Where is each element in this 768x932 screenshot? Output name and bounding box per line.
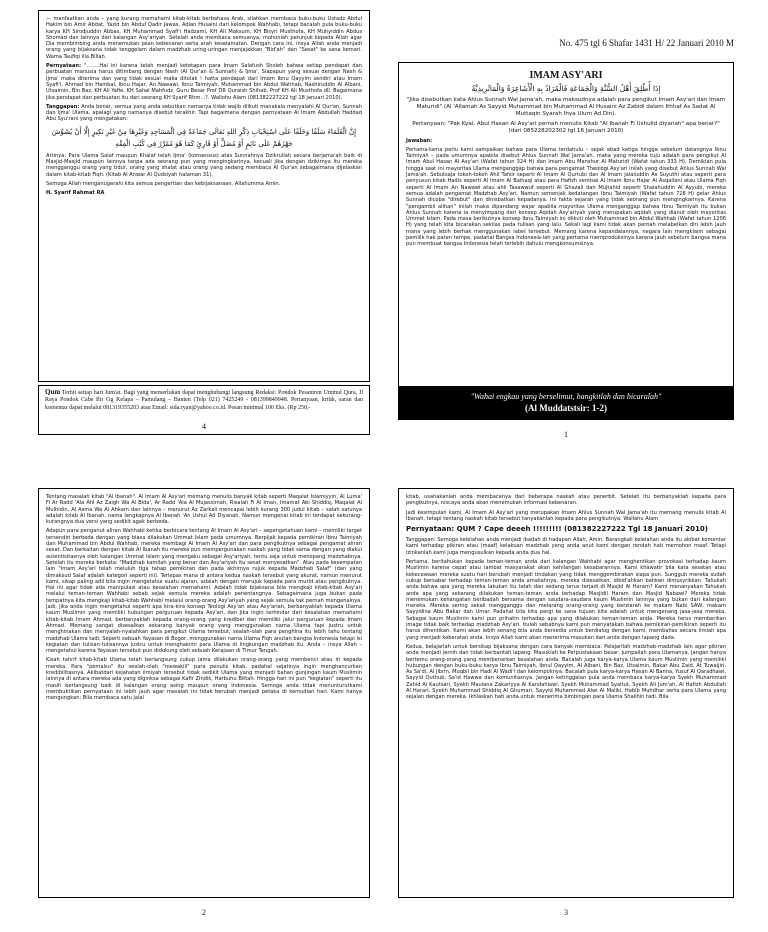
opening-quote: "Jika disebutkan kata Ahlus Sunnah Wal Jama'ah, maka maksudnya adalah para pengikut Imam Asy'ari dan Imam Maturidi" (Al 'Allamah As Sayyid Muhammad bin Muhammad Al Husaini Az Zabidi dalam Ithhaf As Sadat Al Muttaqin Syarah Ihya Ulum Ad Din). (406, 97, 726, 117)
response-paragraph: Tanggapan: Semoga kelelahan anda menjadi ibadah di hadapan Allah, Amin. Barangkali kelelahan anda itu akibat komentar kami terhadap pikiran atau (maaf) kelakuan madzhab yang anda anut kami dengan rendah hati memohon maaf. Tetapi izinkanlah kami juga mengusulkan kepada anda dua hal. (406, 537, 726, 556)
statement-heading: Pernyataan: QUM ? Cape deeeh !!!!!!!!! (081382227222 Tgl 18 Januari 2010) (406, 525, 708, 534)
issue-header: No. 475 tgl 6 Shafar 1431 H/ 22 Januari 2010 M (559, 38, 734, 48)
banner-reference: (Al Muddatstsir: 1-2) (525, 403, 607, 413)
response-text: Anda benar, semua yang anda sebutkan namanya tidak wajib diikuti manakala menyalahi Al Qur'an, Sunnah dan Ijma' Ulama, apalagi yang namanya disebut terakhir. Tapi bagaimana dengan pernyataan Al Imam Abdullah Haddad Abu Syu'rani yang mengatakan: (46, 103, 362, 123)
conclusion-paragraph: Jadi kesimpulan kami, Al Imam Al Asy'ari yang merupakan Imam Ahlus Sunnah Wal Jama'ah itu memang menulis kitab Al Ibanah, tetapi tentang naskah kitab tersebut tanyakanlah kepada para pengikutnya. Wallahu Alam (406, 509, 726, 522)
first-suggestion: Pertama, beritahukan kepada teman-teman anda dari kalangan Wahhabi agar menghentikan provokasi terhadap kaum Muslimin karena cepat atau lambat masyarakat akan kehilangan kesabarannya. Kami khawatir bila kata sesatan atau kekecewaan mereka suatu hari berubah menjadi tindakan yang tidak menggembirakan siapa pun. Sungguh mereka sudah cukup bersabar terhadap teman-teman anda amaliahnya, mereka disesatkan, dibid'ahkan bahkan dimusyrikkan. Tahukah anda bahwa apa yang mereka lakukan itu telah dan sedang terus terjadi di Masjid Al Haram? Kami menanyakan Tahukah anda apa yang sekarang dilakukan teman-teman anda terhadap Masjidil Haram dan Masjid Nabawi? Mereka tidak menemukan kehangatan beribadah bersama dengan saudara-saudara kaum Muslimin lainnya yang bukan dari kalangan mereka. Mereka sering sekali mengganggu dan melarang orang-orang yang berziarah ke makam Nabi SAW, makam Sayyidina Abu Bakar dan Umar. Padahal bila kita pergi ke sana tujuan kita adalah untuk mengenang jasa-jasa mereka. Sebagai kaum Muslimin kami pun prihatin terhadap apa yang dilakukan teman-teman anda. Mereka terus memberikan image tidak baik terhadap madzhab Asy'ari. Itulah sebabnya kami pun menyatakan bahwa pemikiran-pemikiran seperti itu harus dihentikan. Kami akan lebih senang bila anda bersedia untuk berdialog dengan kami, membahas secara ilmiah apa yang menjadi keberatan anda. Insya Allah kami akan menerima masukan dari anda dengan lapang dada. (406, 559, 726, 641)
quote-banner (398, 386, 734, 420)
ibanah-paragraph: Tentang masalah kitab "Al Ibanah". Al Imam Al Asy'ari memang menulis banyak kitab seperti Maqalat Islamiyyin, Al Luma' Fi Ar Radd 'Ala Ahl Az Zaigh Wa Al Bida', Ar Radd 'Ala Al Mujassimah, Risalah Fi Al Iman, Imamat Abi Shiddiq, Maqalat Al Mulhidin, Al Asma Wa Al Ahkam dan lainnya – menurut Az Zarkali mencapai lebih kurang 300 judul kitab – salah satunya adalah kitab Al Ibanah, nama lengkapnya Al Ibanah 'An Ushul Ad Diyanah. Namun mengenai kitab ini terdapat sekurang-kurangnya dua versi yang sedikit agak berbeda. (46, 494, 362, 526)
closing-prayer: Semoga Allah menganugerahi kita semua pengertian dan kebijaksanaan. Allahumma Amin. (46, 180, 281, 187)
page-1-body (398, 62, 734, 388)
banner-quote: "Wahai engkau yang berselimut, bangkitlah dan bicaralah" (470, 392, 662, 401)
intro-paragraph: — manfaatkan anda – yang kurang memahami kitab-kitab berbahasa Arab, silahkan membaca buku-buku Ustadz Abdul Hakim bin Amir Abdat, Yazid bin Abdul Qadir Jawas, Adian Husaini dari kelompok Wahhabi, tetapi bacalah pula buku-buku karya KH Sirodjuddin Abbas, KH Muhammad Syafi'i Hadzami, KH Ali Maksum, KH Bisyri Musthofa, KH Muhyiddin Abdus Shomad dan lainnya dari kalangan Asy'ariyah. Setelah anda membaca semuanya, mohonlah petunjuk kepada Allah agar Dia membimbing anda menemukan jalan kebenaran serta arah keselamatan. Dengan cara ini, insya Allah anda menjadi orang yang bijaksana tidak tenggelam dalam madzhab uring-uringan menjajakkan "Bid'ah" dan "Sesat" ke sana kemari. Wama Taufiqi illa Billah. (46, 16, 362, 60)
page-3-body (398, 488, 734, 898)
response-paragraph (46, 104, 362, 123)
translation-paragraph: Artinya: Para Ulama Salaf maupun Khalaf telah Ijma' (konsensus) atas Sunnahnya Dzikrullah secara berjama'ah baik di Masjid-Masjid maupun lainnya tanpa ada seorang pun yang mengingkarinya, kecuali jika dengan dzikirnya itu mereka mengganggu orang yang tidur, orang yang shalat atau orang yang sedang membaca Al Qur'an sebagaimana dijelaskan dalam kitab-kitab Fiqh. (Kitab Al Anwar Al Qudsiyah halaman 31). (46, 152, 362, 178)
page-2 (38, 488, 370, 932)
page-1 (398, 10, 734, 450)
page-number: 1 (564, 430, 568, 439)
arabic-quote: إِنَّ الْعُلَمَاءَ سَلَفًا وَخَلَفًا عَلَى اسْتِحْبَابِ ذِكْرِ اللهِ تَعَالَى جَمَاعَةً فِي الْمَسَاجِدِ وَغَيْرِهَا مِنْ غَيْرِ نَكِيرٍ إِلَّا أَنْ يُشَوِّشَ جَهْرُهُمْ عَلَى نَائِمٍ أَوْ مُصَلٍّ أَوْ قَارِئٍ كَمَا هُوَ مُقَرَّرٌ فِي كُتُبِ الْفِقْهِ (51, 127, 357, 148)
response-label: Tanggapan: (46, 103, 80, 110)
arabic-heading: إِذَا أُطْلِقَ أَهْلُ السُّنَّةِ وَالْجَمَاعَةِ فَالْمُرَادُ بِهِ الْأَشَاعِرَةُ وَالْمَاتُرِيدِيَّةُ (471, 84, 661, 93)
answer-text: Pertama-tama perlu kami sampaikan bahwa para Ulama terdahulu – sejak abad ketiga hingga sebelum datangnya Ibnu Taimiyah – pada umumnya apabila disebut Ahlus Sunnah Wal Jama'ah, maka yang mereka tuju adalah para pengikut Al Imam Abul Hasan Al Asy'ari (Wafat tahun 324 H) dan Imam Abu Manshur Al Maturidi (Wafat tahun 333 H). Demikian pula hingga saat ini mayoritas Ulama menganggap bahwa para pengamat Theologi Asy'ari inilah yang disebut Ahlus Sunnah Wal Jama'ah. Sebutsaja tokoh-tokoh Ahli Tafsir seperti Al Imam Al Qurtubi dan Al Imam Jalaluddin As Suyuthi atau seperti para penyusun kitab Hadis seperti Al Imam Al Baihaqi atau para Hafizh semisal Al Imam Ibnu Hajar Al Asqallani atau Ulama Fiqh seperti Al Imam An Nawawi atau ahli Tasawwuf seperti Al Ghazali dan Mujtahid seperti Shalahuddin Al Ayyubi, mereka semua adalah pengamat Madzhab Asy'ari. Namun semenjak kedatangan Ibnu Taimiyah (Wafat tahun 728 H) gelar Ahlus Sunnah dicoba "direbut" dan dinisbatkan kepadanya. Ini fakta sejarah yang tidak seorang pun mengingkarinya. Karena "pengambil alihan" inilah maka dipandang wajar apabila mayoritas Ulama menganggap bahwa Ibnu Taimiyah itu bukan Ahlus Sunnah karena ia menyimpang dari konsep Aqidah Asy'ariyah yang merupakan aqidah yang dianut oleh mayoritas Ummat Islam. Pada masa berikutnya konsep Ibnu Taimiyah ini diikuti oleh Muhammad bin Abdul Wahhab (Wafat tahun 1206 H) yang telah kita bicarakan sekilas pada tulisan yang lalu. Sekali lagi kami tidak akan pernah melabelkan diri lebih jauh mana yang lebih berhak menggunakan label tersebut. Memang karena kepandaiannya, negara lain mengklaim sebagai pemilik hak paten tempe, padahal Bangsa Indonesia-lah yang pertama memproduksinya karena jauh sebelum bangsa mana pun membuat bangsa Indonesia telah terlebih dahulu mengkonsumsinya. (406, 146, 726, 248)
wahhabi-paragraph: Adapun para penganut aliran Wahhabi ketika berbicara tentang Al Imam Al Asy'ari – sepengetahuan kami – memiliki target tersendiri berbeda dengan yang biasa dilakukan Ummat Islam pada umumnya. Berpijak kepada pemikiran Ibnu Taimiyah dan Muhammad bin Abdul Wahhab, mereka membagi Al Imam Al Asy'ari dan para pengikutnya sebagai pengamat aliran sesat. Dan berkaitan dengan kitab Al Ibanah itu mereka pun mempergunakan naskah yang tidak sama dengan yang diakui autentisitasnya oleh kalangan Ummat Islam yang mengaku sebagai Asy'ariyah, tentu saja untuk menopang madzhabnya. Setelah itu mereka berkata: "Madzhab kamilah yang benar dan Asy'ariyah itu sesat menyesatkan". Atau pada kesempatan lain "Imam Asy'ari telah meluluh tiga tahap pemikiran dan pada akhirnya rujuk kepada Madzhab Salaf" (dan yang dimaksud Salaf adalah kategori seperti ini). Terlepas mana di antara kedua naskah tersebut yang akurat, namun menurut kami, sikap paling adil bila ingin mengetahui suatu ajaran, adalah dengan merujuk kepada para murid atau pengikutnya. Hal ini agar tidak ada manipulasi atau kesalahan memahami. Adalah tidak bijaksana bila mengkaji kitab-kitab Asy'ari melalui teman-teman Wahhabi sebab sejak semula mereka adalah penentangnya. Sebagaimana juga bukan pada tempatnya kita mengkaji kitab-kitab Wahhabi melalui orang-orang Asy'ariyah yang sejak semula tak pernah mengenalnya. Jadi, jika anda ingin mengetahui seperti apa kira-kira konsep Teologi Asy'ari atau Asy'ariah, berbanyaklah kepada Ulama kaum Muslimin yang memiliki hubungan perguruan kepada Asy'ari, dan jika ingin terhindar dari kesalahan memahami kitab-kitab Imam Ahmad, berbanyaklah kepada orang-orang yang kredibel dan memiliki jalur perguruan kepada Imam Ahmad. Memang sangat disesalkan sekarang banyak orang yang menggunakan nama Ulama tapi justru untuk menghinakan dan menyalah-nyalahkan para pengikut Ulama tersebut, sealah-olah para penghina itu lebih tahu tentang madzhab Ulama tadi. Seperti sebuah Yayasan di Bogor, menggunakan nama Ulama Fiqh anutan bangsa Indonesia tetapi isi kegiatan dan tulisan-tulisannya justru untuk menghakimi para Ulama di lingkungan madzhab itu. Anda – insya Allah – mengetahui karena Yayasan tersebut pun didukung oleh sebuah Kerajaan di Timur Tengah. (46, 528, 362, 655)
page-4-body (38, 10, 370, 382)
reader-question: Pertanyaan: "Pak Kyai, Abul Hasan Al Asy'ari pernah menulis Kitab "Al Ibanah Fi Ushulid diyanah" apa benar?" (dari 085228202302 tgl 16 Januari 2010) (412, 120, 720, 134)
author-signature: H. Syarif Rahmat RA (46, 190, 105, 197)
footer-text: Terbit setiap hari Jum'at. Bagi yang memerlukan dapat menghubungi langsung Redaksi: Pondok Pesantren Ummul Qura, Jl Raya Pondok Cabe Ilir Gg Kelapa – Pamulang – Banten (Telp 021) 7425249 - 081399849948. Pertanyaan, kritik, saran dan komentar dapat melalui 081319355203 atau Email: sida.ryan@yahoo.co.id. Pesan minimal 100 Eks. (Rp 250,- (45, 390, 363, 411)
page-number: 3 (564, 908, 568, 917)
statement-paragraph (46, 63, 362, 101)
second-suggestion: Kedua, belajarlah untuk bersikap bijaksana dengan cara banyak membaca. Pelajarilah madzhab-madzhab lain agar pikiran anda menjadi jernih dan tidak berbantah lapang. Masuklah ke Perpustakaan besar, jumpailah para Ulamanya. Jangan hanya bertemu orang-orang yang membenarkan kesalahan anda. Bacalah juga karya-karya Ulama kaum Muslimin yang memiliki hubungan dengan buku-buku karya Ibnu Taimiyah, Ibnul Qayyim, Al Albani, Bin Baz, Utsaimin, Bakar Abu Zaid, At Tuwaijiri, As Sa'di, Al Jibrin, Muqbil bin Hadi Al Wadi'i dan kelompoknya. Bacalah pula karya-karya Hasan Al Banna, Yusuf Al Qaradhawi, Sayyid Quthub, Sa'id Hawwa dan komunitasnya. Jangan ketinggalan pula anda membaca karya-karya Syekh Muhammad Zahid Al Kautsari, Syekh Maulana Zakariyya Al Kandahlawi, Syekh Muhammad Syaltut, Syekh Ali Jum'ah, Al Hafizh Abdullah Al Harari, Syekh Muhammad Shiddiq Al Ghumari, Sayyid Muhammad Alwi Al Maliki, Habib Muhdhar serta para Ulama yang sejalan dengan mereka. Ikhlaskan hati anda untuk menerima bimbingan para Ulama Shalihin tadi. Bila (406, 643, 726, 701)
article-title: IMAM ASY'ARI (529, 70, 603, 81)
page-number: 4 (202, 422, 206, 431)
footer-logo-word: Qum (45, 388, 61, 396)
statement-text: "........Hal ini karena telah menjadi ketetapan para Imam Salafush Sholeh bahwa setiap pendapat dan perbuatan manusia harus ditimbang dengan Nash (Al Qur'an & Sunnah) & Ijma'. Siapapun yang sesuai dengan Nash & Ijma' maka diterima dan yang tidak sesuai maka ditolak ! hatta pendapat dari Imam Ibnu Qayyim sendiri atau Imam Syafi'i, Ahmad bin Hambal, Ibnu Hajar, An Nawawi, Ibnu Taimiyah, Muhammad bin Abdul Wahhab, Nashiruddin Al Albani, Utsaimin, Bin Baz, KH Ali Yafie, KH Sahal Mahfudz, Guru Besar Prof DR Quraish Shihab, Prof KH Ali Musthofa dll. Bagaimana jika pendapat dan perbuatan itu dari seorang KH Syarif Rhm...?. Wallohu Alam (081382227222 tgl 18 januari 2010). (46, 63, 362, 101)
tahrif-paragraph: Kisah tahrif kitab-kitab Ulama telah berlangsung cukup lama dilakukan orang-orang yang membenci atau iri kepada mereka. Para "pemalsu" itu seolah-olah "mewakili" para penulis kitab, padahal sejatinya ingin menghancurkan kredibilitasnya. Akibatdari kejahatan ilmiyah tersebut tidak sedikit Ulama yang menjadi bahan gunjingan kaum Muslimin lainnya di antara mereka ada yang diginksa sebagai Kafir Zindik, Harbuhu Bittah. Hingga hari ini pun "kegiatan" seperti itu masih berlangsung baik di kalangan orang asing maupun orang Indonesia. Semoga anda tidak menunturutkami membuktikan pernyataan ini lebih jauh agar masalah ini tidak berubah menjadi petaka di kemudian hari. Kami hanya mengungkan: Bila membaca satu jalal (46, 657, 362, 702)
page-2-body (38, 488, 370, 898)
page-3 (398, 488, 734, 932)
page-4 (38, 10, 370, 450)
statement-label: Pernyataan: (46, 63, 82, 70)
answer-label: Jawaban: (406, 137, 433, 144)
page-number: 2 (202, 908, 206, 917)
continuation-paragraph: kitab, usahakanlah anda membacanya dari beberapa naskah atau penerbit. Setelah itu berbanyaklah kepada para pengikutnya, niscaya anda akan menemukan informasi kebenaran. (406, 494, 726, 507)
